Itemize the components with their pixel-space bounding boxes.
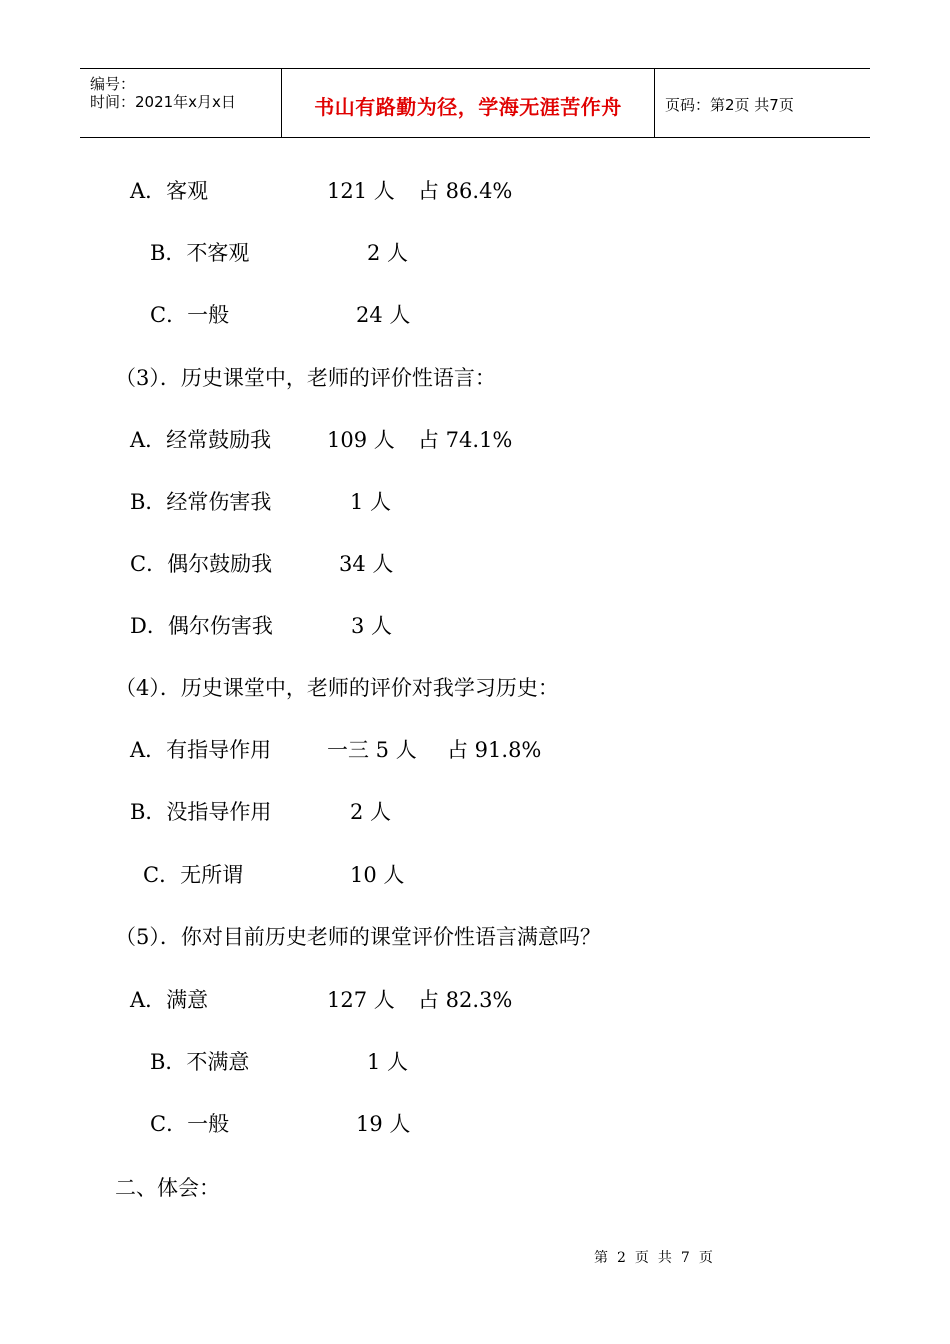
q5-option-b-label: B．不满意 — [150, 1050, 250, 1074]
q5-option-a-count: 127 人 — [327, 988, 395, 1012]
q4-option-a-pct: 占 91.8% — [447, 738, 542, 762]
q3-option-a-label: A．经常鼓励我 — [130, 428, 272, 452]
q2-option-c-count: 24 人 — [356, 303, 411, 327]
time-label: 时间：2021年x月x日 — [90, 93, 236, 111]
q4-option-b-label: B．没指导作用 — [130, 800, 272, 824]
footer-word-ye: 页 — [634, 1250, 649, 1266]
q5-option-a-pct: 占 82.3% — [418, 988, 513, 1012]
q3-option-a-pct: 占 74.1% — [418, 428, 513, 452]
q3-option-a-count: 109 人 — [327, 428, 395, 452]
q3-option-b-count: 1 人 — [350, 490, 392, 514]
q5-option-a-label: A．满意 — [130, 988, 209, 1012]
q2-option-c-label: C．一般 — [150, 303, 230, 327]
q2-option-a-label: A．客观 — [130, 179, 209, 203]
header-middle-cell — [282, 69, 655, 137]
q2-option-b-label: B．不客观 — [150, 241, 250, 265]
q4-option-b-count: 2 人 — [350, 800, 392, 824]
q4-option-a-label: A．有指导作用 — [130, 738, 272, 762]
section-two-heading: 二、体会： — [115, 1176, 220, 1200]
q5-title: （5）．你对目前历史老师的课堂评价性语言满意吗？ — [115, 925, 601, 949]
header-motto: 书山有路勤为径，学海无涯苦作舟 — [314, 95, 622, 119]
footer-word-gong: 共 — [657, 1250, 672, 1266]
q2-option-a-pct: 占 86.4% — [418, 179, 513, 203]
footer-word-ye-2: 页 — [698, 1250, 713, 1266]
q4-option-a-count: 一三 5 人 — [327, 738, 417, 762]
footer-total-pages: 7 — [680, 1250, 690, 1266]
page-label: 页码：第2页 共7页 — [665, 96, 794, 114]
q2-option-a-count: 121 人 — [327, 179, 395, 203]
page-header — [80, 68, 870, 138]
q3-option-c-label: C．偶尔鼓励我 — [130, 552, 273, 576]
q5-option-b-count: 1 人 — [367, 1050, 409, 1074]
q5-option-c-count: 19 人 — [356, 1112, 411, 1136]
q4-option-c-label: C．无所谓 — [143, 863, 244, 887]
q4-title: （4）．历史课堂中，老师的评价对我学习历史： — [115, 676, 559, 700]
q4-option-c-count: 10 人 — [350, 863, 405, 887]
header-left-cell — [80, 69, 282, 137]
page-footer — [594, 1247, 722, 1267]
q3-option-d-label: D．偶尔伤害我 — [130, 614, 273, 638]
footer-word-di: 第 — [594, 1250, 608, 1266]
header-right-cell — [655, 69, 870, 137]
q3-option-c-count: 34 人 — [339, 552, 394, 576]
q5-option-c-label: C．一般 — [150, 1112, 230, 1136]
serial-label: 编号： — [90, 75, 136, 93]
q3-option-d-count: 3 人 — [351, 614, 393, 638]
q3-title: （3）．历史课堂中，老师的评价性语言： — [115, 366, 496, 390]
footer-page-number: 2 — [617, 1250, 626, 1266]
q3-option-b-label: B．经常伤害我 — [130, 490, 272, 514]
q2-option-b-count: 2 人 — [367, 241, 409, 265]
